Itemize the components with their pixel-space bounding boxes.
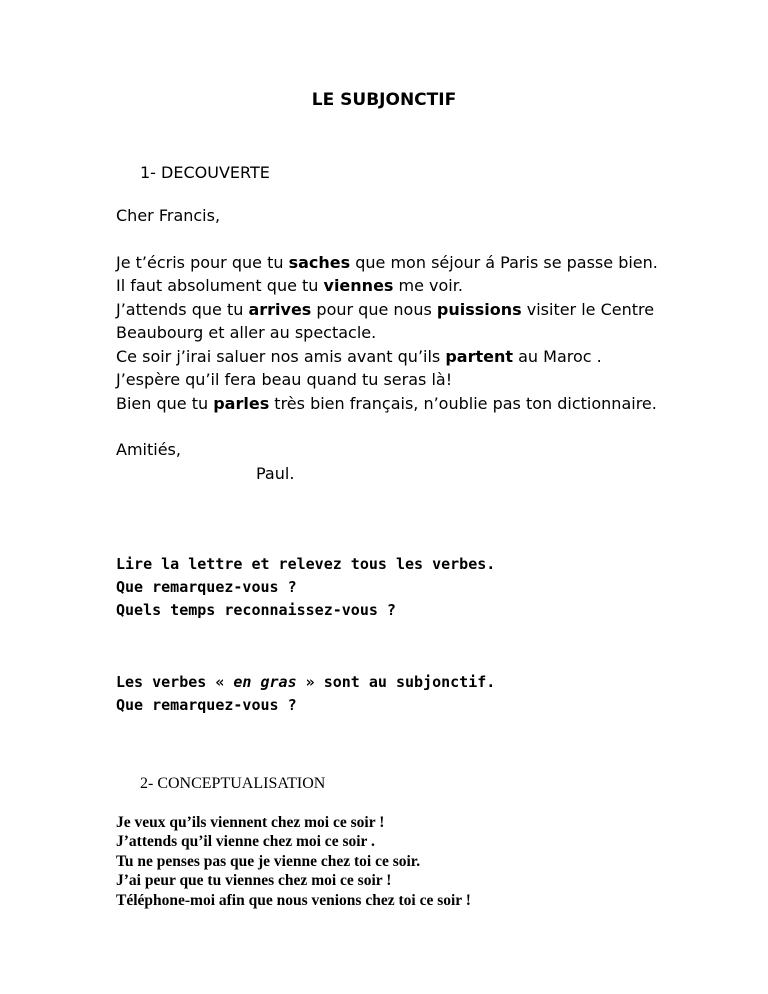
- example-sentence: Téléphone-moi afin que nous venions chez toi ce soir !: [116, 891, 471, 909]
- example-sentence: J’attends qu’il vienne chez moi ce soir .: [116, 833, 375, 851]
- verb-highlight: parles: [213, 393, 270, 413]
- example-sentence: J’ai peur que tu viennes chez moi ce soir !: [116, 872, 392, 890]
- verb-highlight: partent: [445, 346, 514, 366]
- letter-line: Ce soir j’irai saluer nos amis avant qu’ils partent au Maroc .: [116, 346, 602, 366]
- letter-line: Je t’écris pour que tu saches que mon séjour á Paris se passe bien.: [116, 252, 658, 272]
- verb-highlight: viennes: [323, 276, 394, 295]
- letter-line: J’attends que tu arrives pour que nous puissions visiter le Centre Beaubourg et aller au spectacle.: [116, 299, 655, 342]
- example-sentence: Je veux qu’ils viennent chez moi ce soir !: [116, 814, 385, 831]
- section-heading-conceptualisation: 2- CONCEPTUALISATION: [140, 775, 326, 792]
- question-line: Lire la lettre et relevez tous les verbes.: [116, 555, 496, 573]
- verb-highlight: saches: [288, 252, 351, 272]
- letter-salutation: Cher Francis,: [116, 206, 221, 225]
- letter-closing: Amitiés,: [116, 440, 181, 459]
- questions-block: [116, 553, 495, 622]
- page-title: LE SUBJONCTIF: [311, 90, 457, 110]
- letter-line: Bien que tu parles très bien français, n’oublie pas ton dictionnaire.: [116, 393, 657, 413]
- verb-highlight: arrives: [248, 299, 312, 319]
- letter-line: J’espère qu’il fera beau quand tu seras là!: [116, 370, 453, 389]
- example-sentence: Tu ne penses pas que je vienne chez toi ce soir.: [116, 852, 421, 870]
- letter-line: Il faut absolument que tu viennes me voir.: [116, 276, 463, 295]
- section-heading-decouverte: 1- DECOUVERTE: [140, 163, 270, 182]
- remarks-block: [116, 671, 495, 717]
- letter: [116, 204, 676, 485]
- examples-block: [116, 813, 471, 910]
- letter-signature: Paul.: [256, 463, 295, 483]
- remark-line: Que remarquez-vous ?: [116, 696, 297, 714]
- question-line: Que remarquez-vous ?: [116, 578, 297, 596]
- remark-line: Les verbes « en gras » sont au subjonctif.: [116, 673, 496, 691]
- verb-highlight: puissions: [436, 299, 522, 319]
- question-line: Quels temps reconnaissez-vous ?: [116, 601, 396, 619]
